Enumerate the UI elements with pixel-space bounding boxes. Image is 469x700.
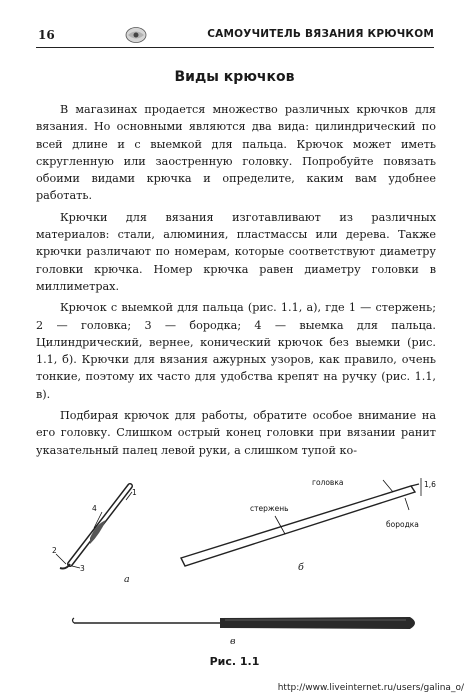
running-title: САМОУЧИТЕЛЬ ВЯЗАНИЯ КРЮЧКОМ (207, 28, 434, 40)
source-watermark: http://www.liveinternet.ru/users/galina_o/ (277, 683, 464, 693)
figure-letter-a: а (124, 574, 130, 585)
paragraph-4: Подбирая крючок для работы, обратите особое внимание на его головку. Слишком острый конец головки при вязании ранит указательный палец левой руки, а слишком тупой ко- (36, 409, 436, 457)
body-text (36, 101, 436, 463)
emblem-icon (124, 26, 148, 44)
section-title: Виды крючков (174, 69, 295, 85)
figure-caption: Рис. 1.1 (209, 655, 260, 668)
figure-letter-b: б (298, 562, 304, 573)
page-header (36, 26, 434, 46)
label-barb: бородка (386, 520, 419, 529)
label-shaft: стержень (250, 504, 289, 513)
header-rule (36, 47, 434, 48)
figure-1-1 (30, 472, 440, 652)
paragraph-2: Крючки для вязания изготавливают из различных материалов: стали, алюминия, пластмассы или дерева. Также крючки различают по номерам, которые соответствуют диаметру головки крючка. Номер крючка равен диаметру головки в миллиметрах. (36, 210, 436, 293)
page-number: 16 (38, 28, 55, 42)
handle-hook-illustration (70, 608, 430, 638)
label-4: 4 (92, 504, 97, 513)
figure-letter-c: в (230, 636, 236, 647)
label-diameter: 1,6 (424, 480, 436, 489)
label-2: 2 (52, 546, 57, 555)
label-1: 1 (132, 488, 137, 497)
paragraph-3: Крючок с выемкой для пальца (рис. 1.1, а), где 1 — стержень; 2 — головка; 3 — бородка; 4 — выемка для пальца. Цилиндрический, вернее, конический крючок без выемки (рис. 1.1, б). Крючки для вязания ажурных узоров, как правило, очень тонкие, поэтому их часто для удобства крепят на ручку (рис. 1.1, в). (36, 301, 436, 401)
label-3: 3 (80, 564, 85, 573)
label-head: головка (312, 478, 344, 487)
paragraph-1: В магазинах продается множество различных крючков для вязания. Но основными являются два вида: цилиндрический по всей длине и с выемкой для пальца. Крючок может иметь скругленную или заостренную головку. Попробуйте повязать обоими видами крючка и определите, каким вам удобнее работать. (36, 103, 436, 203)
